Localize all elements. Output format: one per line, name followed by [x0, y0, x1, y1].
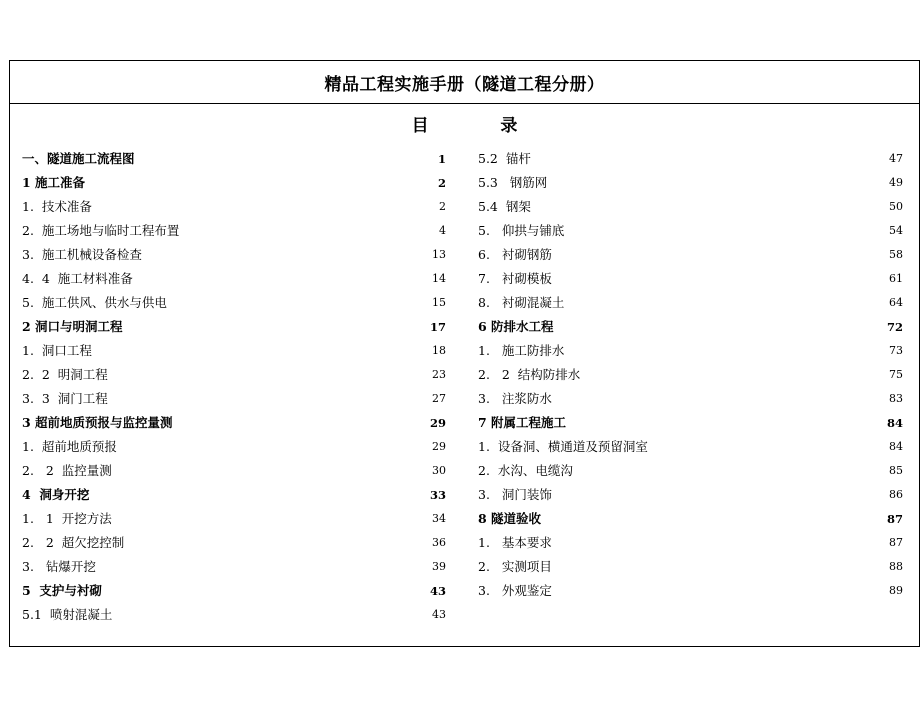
toc-entry-page: 1 [437, 152, 446, 166]
toc-entry-page: 72 [886, 320, 903, 334]
toc-entry-label: 7 附属工程施工 [478, 415, 567, 430]
toc-entry-row[interactable] [478, 387, 903, 411]
toc-entry-page: 2 [437, 176, 446, 190]
toc-entry-page: 4 [439, 224, 446, 237]
toc-entry-row[interactable] [22, 603, 446, 627]
toc-entry-row[interactable] [478, 171, 903, 195]
toc-entry-page: 50 [889, 200, 903, 213]
document-frame [9, 60, 920, 647]
toc-entry-page: 49 [889, 176, 903, 189]
toc-entry-page: 58 [889, 248, 903, 261]
toc-entry-row[interactable] [478, 267, 903, 291]
toc-entry-page: 84 [886, 416, 903, 430]
toc-entry-label: 2. 2 监控量测 [22, 463, 112, 478]
toc-entry-label: 1. 1 开挖方法 [22, 511, 112, 526]
toc-entry-row[interactable] [22, 267, 446, 291]
toc-section-row[interactable] [22, 147, 446, 171]
toc-entry-page: 29 [432, 440, 446, 453]
toc-entry-row[interactable] [478, 459, 903, 483]
toc-entry-row[interactable] [478, 579, 903, 603]
toc-entry-row[interactable] [478, 195, 903, 219]
toc-entry-page: 27 [432, 392, 446, 405]
toc-entry-label: 4. 4 施工材料准备 [22, 271, 133, 286]
toc-entry-label: 2. 施工场地与临时工程布置 [22, 223, 180, 238]
toc-entry-row[interactable] [22, 435, 446, 459]
toc-entry-page: 85 [889, 464, 903, 477]
toc-entry-label: 5.4 钢架 [478, 199, 531, 214]
toc-entry-row[interactable] [22, 243, 446, 267]
toc-entry-label: 1. 技术准备 [22, 199, 92, 214]
toc-section-row[interactable] [22, 315, 446, 339]
toc-entry-row[interactable] [478, 435, 903, 459]
toc-entry-page: 2 [439, 200, 446, 213]
toc-entry-row[interactable] [478, 363, 903, 387]
toc-heading-right: 录 [500, 116, 518, 136]
toc-entry-row[interactable] [22, 387, 446, 411]
toc-entry-label: 1. 超前地质预报 [22, 439, 117, 454]
toc-entry-label: 5. 仰拱与铺底 [478, 223, 565, 238]
toc-entry-label: 3. 洞门装饰 [478, 487, 552, 502]
toc-entry-page: 88 [889, 560, 903, 573]
toc-section-row[interactable] [22, 483, 446, 507]
document-title: 精品工程实施手册（隧道工程分册） [324, 74, 605, 95]
toc-entry-label: 2. 2 超欠挖控制 [22, 535, 125, 550]
toc-entry-page: 84 [889, 440, 903, 453]
toc-entry-row[interactable] [22, 555, 446, 579]
toc-entry-row[interactable] [22, 459, 446, 483]
title-row [10, 61, 919, 104]
toc-entry-page: 73 [889, 344, 903, 357]
toc-entry-page: 18 [432, 344, 446, 357]
toc-entry-label: 6. 衬砌钢筋 [478, 247, 552, 262]
toc-entry-page: 87 [889, 536, 903, 549]
toc-entry-label: 3. 施工机械设备检查 [22, 247, 142, 262]
toc-right-column [478, 147, 903, 603]
toc-entry-label: 5 支护与衬砌 [22, 583, 102, 598]
toc-entry-page: 29 [429, 416, 446, 430]
toc-entry-page: 83 [889, 392, 903, 405]
toc-entry-label: 2 洞口与明洞工程 [22, 319, 123, 334]
toc-entry-label: 4 洞身开挖 [22, 487, 90, 502]
toc-entry-row[interactable] [22, 363, 446, 387]
toc-entry-label: 1 施工准备 [22, 175, 86, 190]
toc-entry-label: 2. 水沟、电缆沟 [478, 463, 573, 478]
toc-section-row[interactable] [478, 411, 903, 435]
toc-entry-label: 6 防排水工程 [478, 319, 554, 334]
toc-entry-page: 47 [889, 152, 903, 165]
toc-section-row[interactable] [22, 579, 446, 603]
toc-entry-page: 86 [889, 488, 903, 501]
toc-entry-label: 2. 实测项目 [478, 559, 552, 574]
toc-entry-page: 30 [432, 464, 446, 477]
toc-entry-label: 1. 基本要求 [478, 535, 552, 550]
toc-entry-page: 89 [889, 584, 903, 597]
toc-entry-label: 3. 3 洞门工程 [22, 391, 108, 406]
toc-entry-row[interactable] [478, 291, 903, 315]
toc-entry-row[interactable] [22, 219, 446, 243]
toc-entry-page: 14 [432, 272, 446, 285]
toc-entry-label: 3. 注浆防水 [478, 391, 552, 406]
toc-section-row[interactable] [478, 315, 903, 339]
toc-entry-label: 3. 外观鉴定 [478, 583, 552, 598]
toc-entry-page: 61 [889, 272, 903, 285]
toc-entry-row[interactable] [478, 531, 903, 555]
toc-entry-label: 1. 设备洞、横通道及预留洞室 [478, 439, 648, 454]
toc-entry-page: 34 [432, 512, 446, 525]
toc-entry-row[interactable] [478, 555, 903, 579]
toc-section-row[interactable] [22, 171, 446, 195]
toc-entry-page: 36 [432, 536, 446, 549]
toc-entry-page: 33 [429, 488, 446, 502]
toc-entry-row[interactable] [22, 195, 446, 219]
toc-entry-row[interactable] [22, 291, 446, 315]
toc-entry-label: 5. 施工供风、供水与供电 [22, 295, 167, 310]
toc-entry-label: 5.1 喷射混凝土 [22, 607, 113, 622]
toc-entry-label: 2. 2 明洞工程 [22, 367, 108, 382]
toc-entry-label: 5.3 钢筋网 [478, 175, 548, 190]
toc-entry-row[interactable] [478, 243, 903, 267]
toc-entry-page: 13 [432, 248, 446, 261]
toc-entry-page: 75 [889, 368, 903, 381]
toc-entry-page: 15 [432, 296, 446, 309]
toc-entry-page: 87 [886, 512, 903, 526]
toc-section-row[interactable] [478, 507, 903, 531]
toc-entry-row[interactable] [22, 531, 446, 555]
toc-entry-page: 43 [429, 584, 446, 598]
toc-entry-label: 1. 洞口工程 [22, 343, 92, 358]
toc-entry-page: 64 [889, 296, 903, 309]
toc-entry-page: 17 [429, 320, 446, 334]
toc-entry-row[interactable] [478, 483, 903, 507]
toc-entry-label: 3. 钻爆开挖 [22, 559, 96, 574]
toc-entry-row[interactable] [22, 339, 446, 363]
toc-entry-page: 54 [889, 224, 903, 237]
toc-entry-page: 43 [432, 608, 446, 621]
toc-entry-row[interactable] [478, 339, 903, 363]
toc-entry-label: 1. 施工防排水 [478, 343, 565, 358]
toc-entry-label: 7. 衬砌模板 [478, 271, 552, 286]
toc-entry-label: 8. 衬砌混凝土 [478, 295, 565, 310]
toc-entry-label: 8 隧道验收 [478, 511, 542, 526]
toc-entry-label: 3 超前地质预报与监控量测 [22, 415, 173, 430]
toc-entry-row[interactable] [22, 507, 446, 531]
toc-heading-left: 目 [411, 116, 429, 136]
toc-entry-label: 5.2 锚杆 [478, 151, 531, 166]
toc-entry-label: 2. 2 结构防排水 [478, 367, 581, 382]
toc-section-row[interactable] [22, 411, 446, 435]
toc-heading [10, 111, 919, 136]
toc-entry-page: 23 [432, 368, 446, 381]
toc-entry-label: 一、隧道施工流程图 [22, 151, 135, 166]
toc-entry-row[interactable] [478, 147, 903, 171]
toc-entry-row[interactable] [478, 219, 903, 243]
toc-entry-page: 39 [432, 560, 446, 573]
toc-left-column [22, 147, 446, 627]
